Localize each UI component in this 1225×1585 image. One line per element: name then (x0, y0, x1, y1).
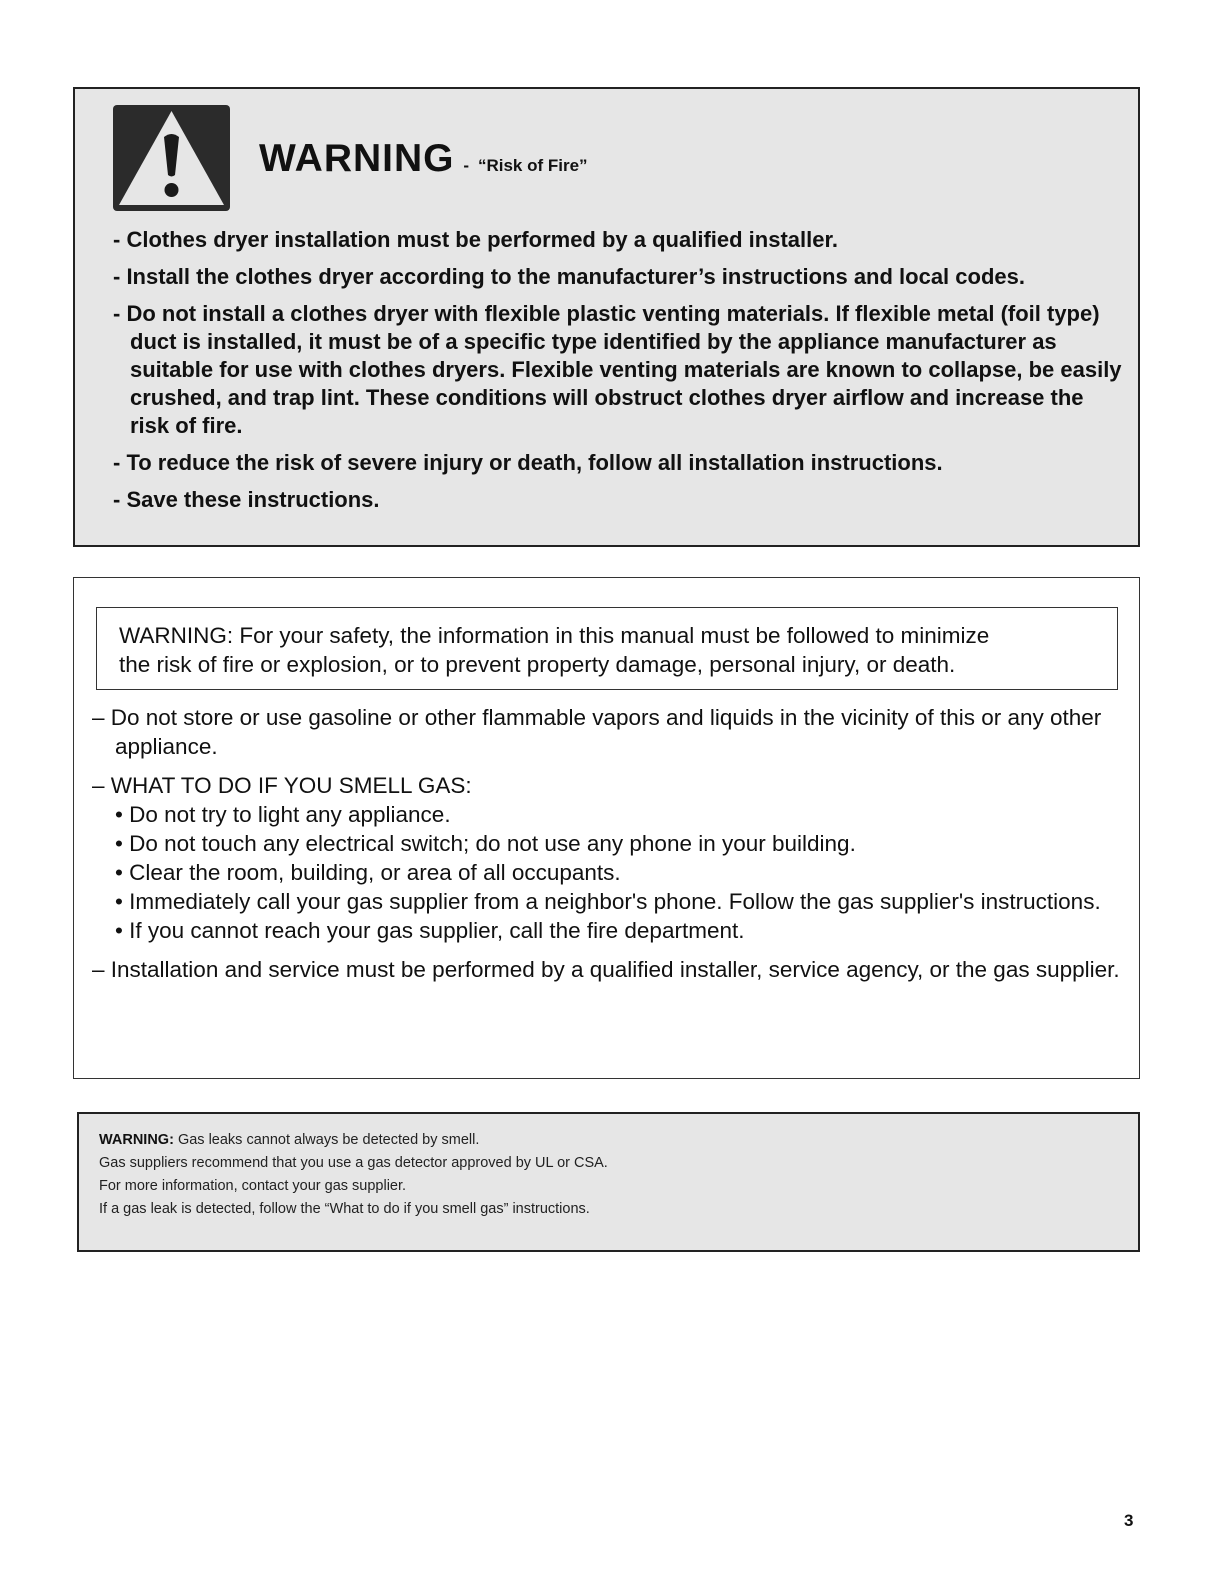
list-item: • If you cannot reach your gas supplier, call the fire department. (115, 918, 745, 943)
gas-warning-body (92, 703, 1127, 984)
risk-of-fire-warning-box (73, 87, 1140, 547)
list-item: - To reduce the risk of severe injury or death, follow all installation instructions. (113, 450, 943, 475)
gas-leak-note-text: Gas leaks cannot always be detected by smell. (173, 1132, 480, 1148)
gas-warning-item: – WHAT TO DO IF YOU SMELL GAS: (92, 773, 472, 798)
gas-leak-note-box (77, 1112, 1140, 1252)
list-item: • Clear the room, building, or area of all occupants. (115, 860, 621, 885)
list-item: • Do not try to light any appliance. (115, 802, 451, 827)
gas-warning-item: – Installation and service must be performed by a qualified installer, service agency, or the gas supplier. (92, 957, 1120, 982)
gas-warning-header-line: the risk of fire or explosion, or to prevent property damage, personal injury, or death. (119, 652, 956, 677)
gas-warning-header (96, 607, 1118, 690)
fire-warning-list (113, 226, 1128, 523)
smell-gas-instructions (92, 800, 1127, 945)
gas-warning-header-line: WARNING: For your safety, the information in this manual must be followed to minimize (119, 623, 990, 648)
gas-leak-note-line: Gas suppliers recommend that you use a gas detector approved by UL or CSA. (99, 1155, 608, 1171)
warning-subtitle: “Risk of Fire” (477, 156, 588, 175)
list-item: - Save these instructions. (113, 487, 380, 512)
page-number: 3 (1124, 1511, 1134, 1530)
gas-leak-note-label: WARNING: (99, 1132, 174, 1148)
gas-leak-note (99, 1129, 1119, 1221)
list-item: - Do not install a clothes dryer with flexible plastic venting materials. If flexible metal (foil type) duct is installed, it must be of a specific type identified by the appliance manufacturer as suitable for use with clothes dryers. Flexible venting materials are known to collapse, be easily crushed, and trap lint. These conditions will obstruct clothes dryer airflow and increase the risk of fire. (113, 301, 1122, 438)
list-item: - Clothes dryer installation must be performed by a qualified installer. (113, 227, 838, 252)
warning-triangle-icon (113, 105, 230, 211)
list-item: • Do not touch any electrical switch; do not use any phone in your building. (115, 831, 856, 856)
gas-leak-note-line: For more information, contact your gas supplier. (99, 1178, 407, 1194)
gas-leak-note-line (99, 1129, 1119, 1152)
gas-leak-note-line: If a gas leak is detected, follow the “What to do if you smell gas” instructions. (99, 1201, 590, 1217)
list-item: - Install the clothes dryer according to the manufacturer’s instructions and local codes. (113, 264, 1025, 289)
gas-warning-item: – Do not store or use gasoline or other flammable vapors and liquids in the vicinity of this or any other appliance. (92, 705, 1102, 759)
warning-title (259, 137, 588, 181)
gas-safety-warning-box (73, 577, 1140, 1079)
warning-separator: - (463, 156, 470, 175)
list-item: • Immediately call your gas supplier from a neighbor's phone. Follow the gas supplier's instructions. (115, 889, 1101, 914)
warning-heading: WARNING (259, 137, 455, 180)
